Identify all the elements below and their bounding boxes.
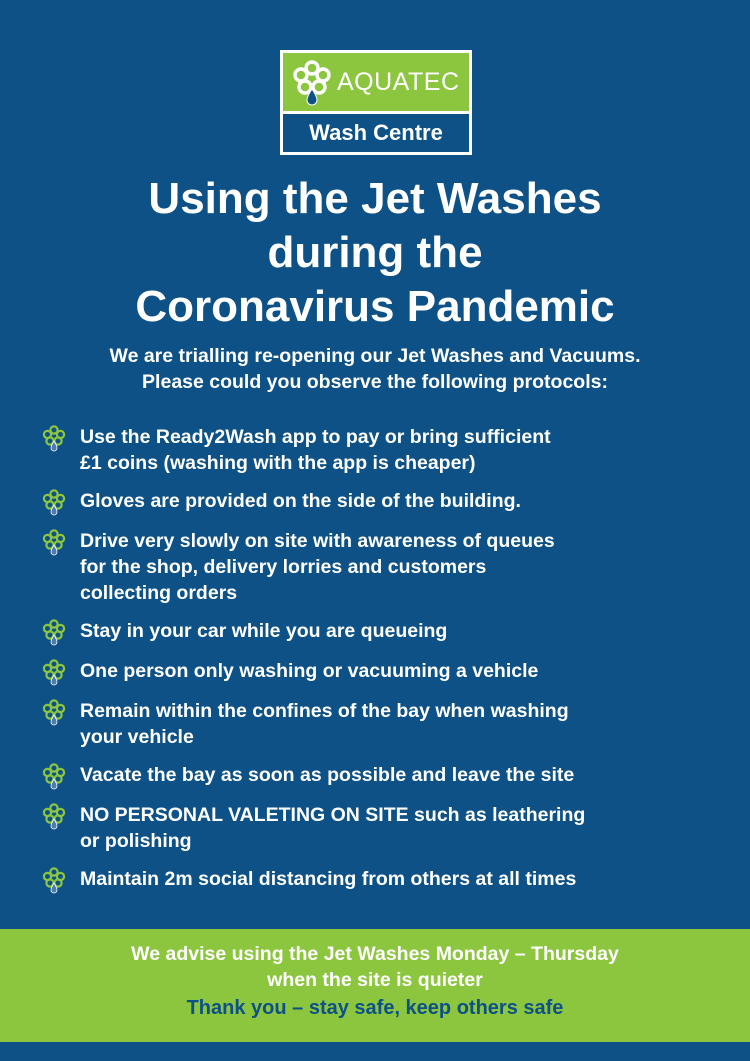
logo-brand-name: AQUATEC	[337, 67, 460, 96]
protocol-text: Stay in your car while you are queueing	[80, 620, 448, 642]
protocol-item	[42, 618, 712, 646]
title-line-3: Coronavirus Pandemic	[135, 282, 615, 331]
protocol-item	[42, 802, 712, 854]
footer-advice-line-1: We advise using the Jet Washes Monday – Thursday	[131, 943, 619, 965]
aquatec-logo	[280, 50, 472, 155]
protocol-text: One person only washing or vacuuming a vehicle	[80, 660, 539, 682]
flower-bullet-icon	[42, 618, 66, 646]
intro-line-2: Please could you observe the following protocols:	[142, 371, 608, 393]
footer-thanks: Thank you – stay safe, keep others safe	[186, 997, 564, 1019]
page-title	[0, 172, 750, 334]
protocol-text: Remain within the confines of the bay when washing your vehicle	[80, 700, 569, 748]
flower-bullet-icon	[42, 698, 66, 726]
protocol-item	[42, 424, 712, 476]
flower-bullet-icon	[42, 866, 66, 894]
protocol-item	[42, 698, 712, 750]
protocol-item	[42, 658, 712, 686]
protocol-item	[42, 528, 712, 606]
flower-droplet-icon	[291, 58, 333, 106]
protocol-text: Drive very slowly on site with awareness of queues for the shop, delivery lorries and customers collecting orders	[80, 530, 555, 604]
footer-banner	[0, 929, 750, 1042]
flower-bullet-icon	[42, 488, 66, 516]
intro-line-1: We are trialling re-opening our Jet Washes and Vacuums.	[109, 345, 641, 367]
logo-brand-panel	[283, 53, 469, 111]
protocol-item	[42, 762, 712, 790]
protocol-text: Vacate the bay as soon as possible and leave the site	[80, 764, 575, 786]
protocol-item	[42, 488, 712, 516]
flower-bullet-icon	[42, 762, 66, 790]
protocol-text: Maintain 2m social distancing from others at all times	[80, 868, 577, 890]
intro-text	[0, 343, 750, 395]
protocol-text: NO PERSONAL VALETING ON SITE such as leathering or polishing	[80, 804, 586, 852]
protocol-list	[42, 424, 712, 906]
flower-bullet-icon	[42, 658, 66, 686]
title-line-1: Using the Jet Washes	[148, 174, 602, 223]
flower-bullet-icon	[42, 528, 66, 556]
flower-bullet-icon	[42, 802, 66, 830]
protocol-text: Gloves are provided on the side of the building.	[80, 490, 521, 512]
title-line-2: during the	[267, 228, 483, 277]
logo-subtitle: Wash Centre	[283, 114, 469, 152]
flower-bullet-icon	[42, 424, 66, 452]
protocol-item	[42, 866, 712, 894]
protocol-text: Use the Ready2Wash app to pay or bring sufficient £1 coins (washing with the app is cheaper)	[80, 426, 551, 474]
footer-advice-line-2: when the site is quieter	[267, 969, 483, 991]
